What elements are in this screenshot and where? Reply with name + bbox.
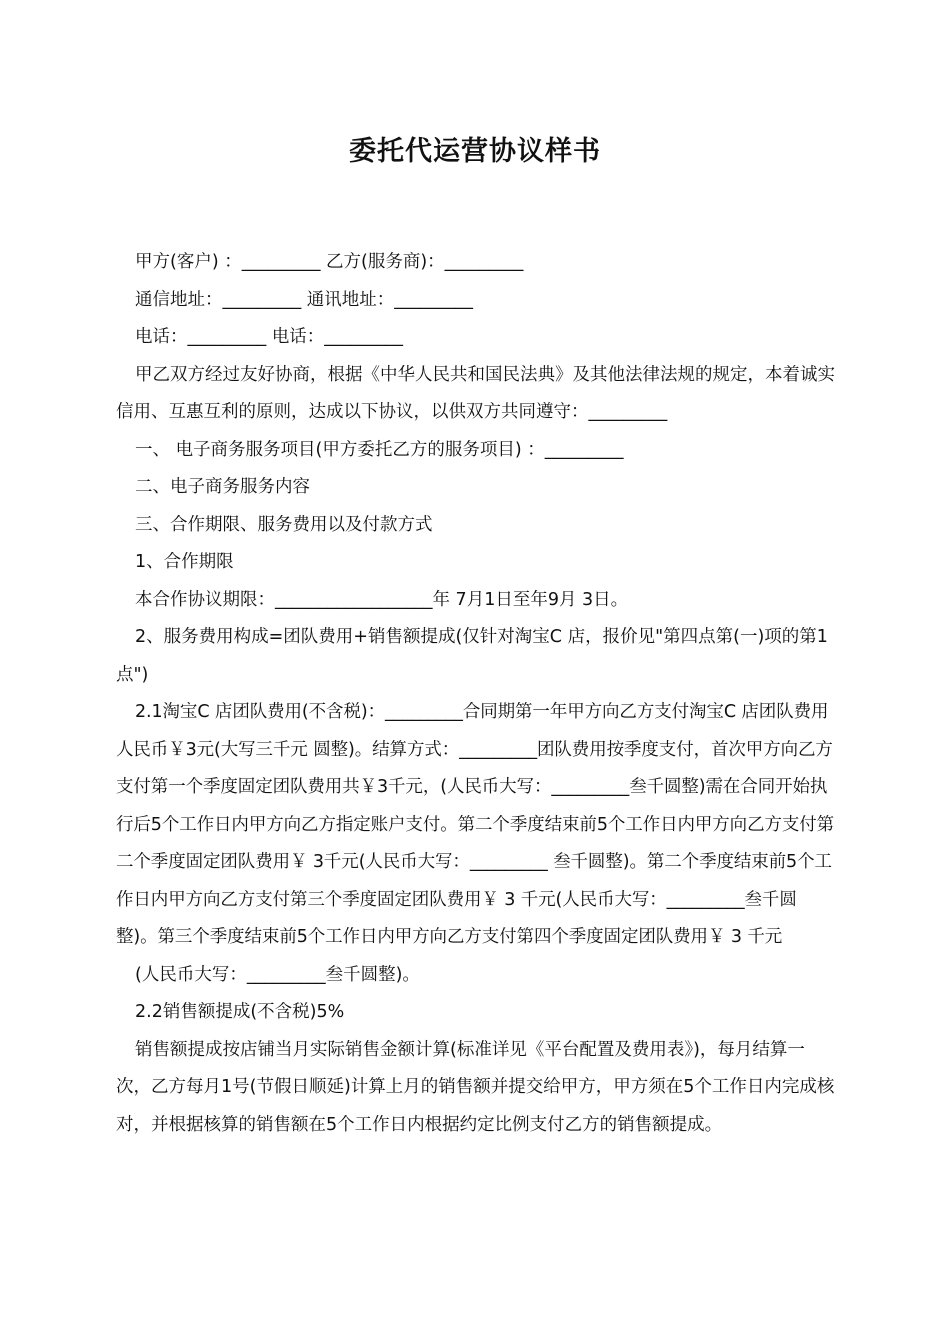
party-names-line: 甲方(客户) ：_________ 乙方(服务商)：_________: [135, 252, 524, 272]
team-fee-paragraph: 2.1淘宝C 店团队费用(不含税)：_________合同期第一年甲方向乙方支付淘宝C 店团队费用人民币￥3元(大写三千元 圆整)。结算方式：_________团队费用按季度支付，首次甲方向乙方支付第一个季度固定团队费用共￥3千元，(人民币大写：_________叁千圆整)需在合同开始执行后5个工作日内甲方向乙方指定账户支付。第二个季度结束前5个工作日内甲方向乙方支付第二个季度固定团队费用￥ 3千元(人民币大写：_________ 叁千圆整)。第二个季度结束前5个工作日内甲方向乙方支付第三个季度固定团队费用￥ 3 千元(人民币大写：_________叁千圆整)。第三个季度结束前5个工作日内甲方向乙方支付第四个季度固定团队费用￥ 3 千元: [116, 702, 835, 947]
party-phone-line: 电话：_________ 电话：_________: [135, 327, 404, 347]
clause-1-heading: 1、合作期限: [135, 552, 234, 572]
term-paragraph: 本合作协议期限：__________________年 7月1日至年9月 3日。: [135, 589, 629, 610]
party-address-line: 通信地址：_________ 通讯地址：_________: [135, 289, 474, 310]
preamble-paragraph: 甲乙双方经过友好协商，根据《中华人民共和国民法典》及其他法律法规的规定，本着诚实信用、互惠互利的原则，达成以下协议，以供双方共同遵守：_________: [116, 364, 835, 422]
fee-structure-paragraph: 2、服务费用构成=团队费用+销售额提成(仅针对淘宝C 店，报价见"第四点第(一)项的第1点"): [116, 627, 828, 685]
document-body: [116, 244, 838, 1144]
section-1-heading: 一、 电子商务服务项目(甲方委托乙方的服务项目) ：_________: [135, 439, 624, 460]
commission-heading: 2.2销售额提成(不含税)5%: [135, 1002, 345, 1022]
section-2-heading: 二、电子商务服务内容: [135, 477, 310, 497]
team-fee-paragraph-end: (人民币大写：_________叁千圆整)。: [135, 964, 420, 985]
section-3-heading: 三、合作期限、服务费用以及付款方式: [135, 514, 433, 535]
commission-paragraph: 销售额提成按店铺当月实际销售金额计算(标准详见《平台配置及费用表》)，每月结算一次，乙方每月1号(节假日顺延)计算上月的销售额并提交给甲方，甲方须在5个工作日内完成核对，并根据核算的销售额在5个工作日内根据约定比例支付乙方的销售额提成。: [116, 1039, 835, 1135]
document-title: 委托代运营协议样书: [349, 136, 601, 167]
